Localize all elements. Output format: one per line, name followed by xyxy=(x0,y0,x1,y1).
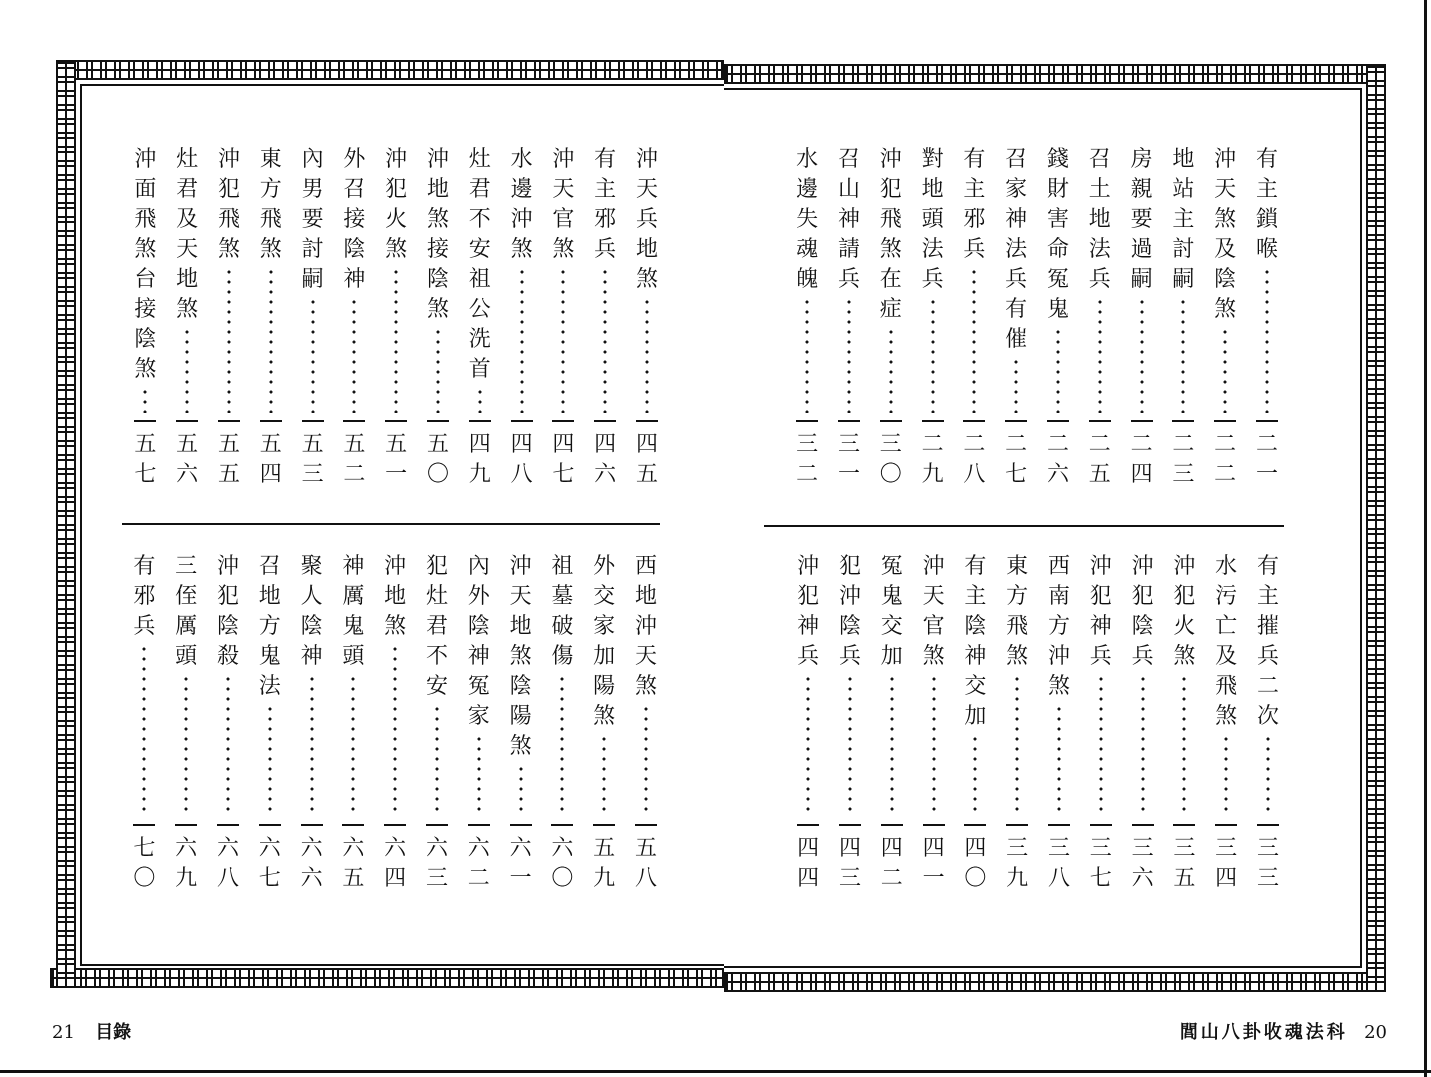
toc-page-dash xyxy=(1215,824,1237,826)
toc-entry xyxy=(125,145,165,487)
toc-page-number: 六 二 xyxy=(467,836,490,891)
toc-leader-dots xyxy=(310,674,314,814)
toc-entry-title: 沖 天 地 煞 陰 陽 煞 xyxy=(509,554,532,759)
toc-page-dash xyxy=(1214,420,1236,422)
toc-page-number: 五 八 xyxy=(634,836,657,891)
toc-leader-dots xyxy=(520,267,524,413)
left-border-top xyxy=(56,60,724,80)
toc-page-dash xyxy=(1132,824,1154,826)
toc-leader-dots xyxy=(1223,327,1227,413)
toc-page-number: 二 七 xyxy=(1005,432,1028,487)
toc-entry-title: 有 主 鎖 喉 xyxy=(1255,147,1278,262)
toc-leader-dots xyxy=(560,674,564,814)
toc-entry xyxy=(250,552,290,891)
toc-page-number: 七 〇 xyxy=(133,836,156,891)
toc-entry xyxy=(293,145,333,487)
toc-page-dash xyxy=(259,824,281,826)
toc-entry xyxy=(871,145,911,487)
toc-entry xyxy=(787,145,827,487)
toc-leader-dots xyxy=(269,267,273,413)
scan-edge-right xyxy=(1424,0,1427,1077)
toc-entry xyxy=(209,145,249,487)
toc-page-dash xyxy=(1090,824,1112,826)
toc-leader-dots xyxy=(227,267,231,413)
toc-leader-dots xyxy=(889,327,893,413)
toc-page-number: 六 〇 xyxy=(551,836,574,891)
toc-leader-dots xyxy=(478,387,482,413)
toc-page-dash xyxy=(1131,420,1153,422)
toc-page-dash xyxy=(175,824,197,826)
toc-page-dash xyxy=(133,824,155,826)
toc-entry xyxy=(1247,145,1287,487)
toc-page-dash xyxy=(881,824,903,826)
toc-entry-title: 沖 犯 火 煞 xyxy=(1173,554,1196,669)
toc-entry-title: 祖 墓 破 傷 xyxy=(551,554,574,669)
toc-page-number: 五 九 xyxy=(593,836,616,891)
right-divider xyxy=(764,525,1284,527)
toc-entry xyxy=(418,145,458,487)
left-inner-left xyxy=(80,84,82,964)
toc-page-number: 六 四 xyxy=(384,836,407,891)
toc-entry-title: 有 主 陰 神 交 加 xyxy=(964,554,987,729)
toc-page-number: 六 六 xyxy=(300,836,323,891)
toc-entry xyxy=(1039,552,1079,891)
toc-entry xyxy=(955,552,995,891)
toc-entry-title: 沖 犯 神 兵 xyxy=(1089,554,1112,669)
toc-entry xyxy=(997,552,1037,891)
toc-page-dash xyxy=(551,824,573,826)
toc-leader-dots xyxy=(142,644,146,814)
toc-entry xyxy=(251,145,291,487)
toc-entry xyxy=(1248,552,1288,891)
toc-page-number: 二 二 xyxy=(1214,432,1237,487)
toc-entry-title: 犯 灶 君 不 安 xyxy=(425,554,448,699)
toc-leader-dots xyxy=(561,267,565,413)
toc-page-number: 五 四 xyxy=(259,432,282,487)
toc-entry-title: 沖 天 官 煞 xyxy=(552,147,575,262)
toc-leader-dots xyxy=(311,297,315,413)
toc-page-dash xyxy=(1256,420,1278,422)
toc-page-dash xyxy=(260,420,282,422)
toc-leader-dots xyxy=(1141,674,1145,814)
toc-leader-dots xyxy=(848,674,852,814)
toc-entry-title: 錢 財 害 命 冤 鬼 xyxy=(1046,147,1069,322)
left-running-title: 目錄 xyxy=(95,1022,132,1043)
toc-entry xyxy=(208,552,248,891)
right-page-number: 20 xyxy=(1364,1022,1387,1043)
toc-entry-title: 召 土 地 法 兵 xyxy=(1088,147,1111,292)
toc-entry xyxy=(914,552,954,891)
toc-page-dash xyxy=(1047,420,1069,422)
toc-entry xyxy=(502,145,542,487)
toc-entry-title: 三 侄 厲 頭 xyxy=(175,554,198,669)
toc-page-dash xyxy=(797,824,819,826)
toc-entry-title: 內 外 陰 神 冤 家 xyxy=(467,554,490,729)
toc-entry xyxy=(459,552,499,891)
toc-entry-title: 召 家 神 法 兵 有 催 xyxy=(1005,147,1028,352)
toc-leader-dots xyxy=(645,297,649,413)
toc-entry xyxy=(913,145,953,487)
toc-page-number: 四 八 xyxy=(510,432,533,487)
toc-page-number: 四 三 xyxy=(838,836,861,891)
toc-page-number: 五 六 xyxy=(176,432,199,487)
toc-page-dash xyxy=(301,824,323,826)
toc-entry xyxy=(626,552,666,891)
toc-page-number: 二 一 xyxy=(1255,432,1278,487)
toc-page-number: 三 七 xyxy=(1089,836,1112,891)
toc-leader-dots xyxy=(352,297,356,413)
left-border-bottom xyxy=(50,968,724,988)
toc-entry-title: 灶 君 不 安 祖 公 洗 首 xyxy=(468,147,491,382)
toc-entry xyxy=(1205,145,1245,487)
toc-entry xyxy=(501,552,541,891)
toc-entry-title: 沖 天 官 煞 xyxy=(922,554,945,669)
toc-leader-dots xyxy=(436,327,440,413)
toc-page-dash xyxy=(176,420,198,422)
toc-page-number: 四 一 xyxy=(922,836,945,891)
toc-entry-title: 對 地 頭 法 兵 xyxy=(921,147,944,292)
toc-leader-dots xyxy=(519,764,523,814)
toc-page-dash xyxy=(134,420,156,422)
toc-page-dash xyxy=(1005,420,1027,422)
toc-page-dash xyxy=(796,420,818,422)
toc-page-dash xyxy=(302,420,324,422)
toc-page-dash xyxy=(1172,420,1194,422)
toc-entry xyxy=(1081,552,1121,891)
toc-page-number: 五 〇 xyxy=(426,432,449,487)
toc-entry-title: 有 邪 兵 xyxy=(133,554,156,639)
toc-entry xyxy=(542,552,582,891)
toc-entry-title: 沖 犯 陰 兵 xyxy=(1131,554,1154,669)
toc-entry xyxy=(460,145,500,487)
toc-entry-title: 召 地 方 鬼 法 xyxy=(258,554,281,699)
toc-leader-dots xyxy=(603,267,607,413)
toc-leader-dots xyxy=(1015,674,1019,814)
toc-entry-title: 水 邊 失 魂 魄 xyxy=(796,147,819,292)
toc-page-dash xyxy=(343,420,365,422)
toc-page-dash xyxy=(839,824,861,826)
toc-page-number: 三 四 xyxy=(1215,836,1238,891)
toc-entry xyxy=(954,145,994,487)
toc-entry xyxy=(996,145,1036,487)
toc-page-dash xyxy=(552,420,574,422)
toc-entry xyxy=(1122,145,1162,487)
toc-page-number: 三 三 xyxy=(1256,836,1279,891)
right-border-right xyxy=(1366,64,1386,992)
toc-entry xyxy=(830,552,870,891)
toc-entry-title: 聚 人 陰 神 xyxy=(300,554,323,669)
toc-entry-title: 沖 犯 神 兵 xyxy=(797,554,820,669)
toc-leader-dots xyxy=(393,644,397,814)
toc-entry xyxy=(627,145,667,487)
toc-page-dash xyxy=(635,824,657,826)
toc-page-number: 五 五 xyxy=(217,432,240,487)
toc-page-dash xyxy=(1089,420,1111,422)
toc-leader-dots xyxy=(602,734,606,814)
toc-page-dash xyxy=(1173,824,1195,826)
toc-entry xyxy=(124,552,164,891)
toc-leader-dots xyxy=(185,327,189,413)
toc-entry-title: 沖 地 煞 接 陰 煞 xyxy=(426,147,449,322)
toc-page-dash xyxy=(1006,824,1028,826)
toc-entry xyxy=(788,552,828,891)
toc-leader-dots xyxy=(1056,327,1060,413)
toc-entry-title: 外 召 接 陰 神 xyxy=(343,147,366,292)
toc-page-number: 五 三 xyxy=(301,432,324,487)
left-divider xyxy=(122,523,660,525)
toc-page-dash xyxy=(593,824,615,826)
toc-leader-dots xyxy=(1266,734,1270,814)
right-border-bottom xyxy=(724,972,1386,992)
toc-entry xyxy=(1206,552,1246,891)
toc-page-number: 六 五 xyxy=(342,836,365,891)
toc-leader-dots xyxy=(1140,297,1144,413)
toc-page-dash xyxy=(1257,824,1279,826)
toc-leader-dots xyxy=(435,704,439,814)
toc-leader-dots xyxy=(847,297,851,413)
toc-page-number: 六 一 xyxy=(509,836,532,891)
toc-page-number: 六 八 xyxy=(216,836,239,891)
toc-entry-title: 召 山 神 請 兵 xyxy=(837,147,860,292)
toc-page-number: 二 八 xyxy=(963,432,986,487)
toc-entry xyxy=(167,145,207,487)
right-inner-right xyxy=(1360,88,1362,968)
toc-page-dash xyxy=(468,824,490,826)
right-inner-bottom xyxy=(724,966,1362,968)
toc-leader-dots xyxy=(805,297,809,413)
toc-page-number: 四 四 xyxy=(797,836,820,891)
toc-entry xyxy=(417,552,457,891)
toc-entry xyxy=(585,145,625,487)
toc-entry-title: 地 站 主 討 嗣 xyxy=(1172,147,1195,292)
toc-entry-title: 沖 天 煞 及 陰 煞 xyxy=(1214,147,1237,322)
toc-page-dash xyxy=(217,824,239,826)
toc-page-number: 二 六 xyxy=(1046,432,1069,487)
toc-entry-title: 沖 天 兵 地 煞 xyxy=(635,147,658,292)
toc-leader-dots xyxy=(1224,734,1228,814)
toc-entry xyxy=(333,552,373,891)
toc-entry-title: 灶 君 及 天 地 煞 xyxy=(176,147,199,322)
toc-entry xyxy=(1080,145,1120,487)
toc-leader-dots xyxy=(973,734,977,814)
toc-leader-dots xyxy=(1014,357,1018,413)
toc-entry-title: 沖 犯 飛 煞 在 症 xyxy=(879,147,902,322)
toc-page-dash xyxy=(922,420,944,422)
toc-entry xyxy=(1164,552,1204,891)
toc-leader-dots xyxy=(184,674,188,814)
toc-entry xyxy=(166,552,206,891)
toc-entry-title: 沖 犯 飛 煞 xyxy=(217,147,240,262)
toc-entry xyxy=(1038,145,1078,487)
toc-page-dash xyxy=(469,420,491,422)
toc-page-dash xyxy=(923,824,945,826)
scan-edge-bottom xyxy=(0,1070,1431,1073)
toc-leader-dots xyxy=(890,674,894,814)
toc-leader-dots xyxy=(1057,704,1061,814)
toc-entry-title: 沖 犯 陰 殺 xyxy=(216,554,239,669)
toc-entry-title: 有 主 邪 兵 xyxy=(963,147,986,262)
toc-page-dash xyxy=(511,420,533,422)
toc-leader-dots xyxy=(477,734,481,814)
toc-entry-title: 有 主 摧 兵 二 次 xyxy=(1256,554,1279,729)
right-footer xyxy=(1180,1018,1387,1044)
toc-page-dash xyxy=(426,824,448,826)
toc-leader-dots xyxy=(806,674,810,814)
toc-leader-dots xyxy=(644,704,648,814)
toc-leader-dots xyxy=(972,267,976,413)
toc-entry xyxy=(1163,145,1203,487)
toc-leader-dots xyxy=(1182,674,1186,814)
toc-page-number: 三 九 xyxy=(1006,836,1029,891)
toc-entry-title: 西 地 沖 天 煞 xyxy=(634,554,657,699)
toc-page-number: 四 五 xyxy=(635,432,658,487)
toc-page-number: 五 二 xyxy=(343,432,366,487)
left-border-left xyxy=(56,60,76,988)
toc-entry-title: 神 厲 鬼 頭 xyxy=(342,554,365,669)
left-footer xyxy=(52,1018,131,1044)
toc-page-number: 三 五 xyxy=(1173,836,1196,891)
toc-entry xyxy=(1123,552,1163,891)
toc-entry xyxy=(872,552,912,891)
toc-page-dash xyxy=(838,420,860,422)
toc-page-number: 三 六 xyxy=(1131,836,1154,891)
toc-page-number: 四 七 xyxy=(552,432,575,487)
right-running-title: 閭山八卦收魂法科 xyxy=(1179,1022,1348,1043)
toc-entry-title: 東 方 飛 煞 xyxy=(259,147,282,262)
toc-page-dash xyxy=(963,420,985,422)
toc-page-dash xyxy=(594,420,616,422)
toc-page-number: 六 九 xyxy=(175,836,198,891)
toc-page-number: 四 九 xyxy=(468,432,491,487)
toc-leader-dots xyxy=(394,267,398,413)
toc-entry xyxy=(543,145,583,487)
toc-page-number: 二 三 xyxy=(1172,432,1195,487)
toc-leader-dots xyxy=(1265,267,1269,413)
toc-leader-dots xyxy=(1181,297,1185,413)
right-border-top xyxy=(724,64,1386,84)
left-inner-bottom xyxy=(80,964,724,966)
toc-entry-title: 東 方 飛 煞 xyxy=(1006,554,1029,669)
toc-leader-dots xyxy=(351,674,355,814)
toc-entry-title: 內 男 要 討 嗣 xyxy=(301,147,324,292)
toc-leader-dots xyxy=(1098,297,1102,413)
toc-page-number: 三 八 xyxy=(1047,836,1070,891)
toc-entry-title: 犯 沖 陰 兵 xyxy=(838,554,861,669)
toc-page-number: 四 〇 xyxy=(964,836,987,891)
toc-page-number: 三 〇 xyxy=(879,432,902,487)
toc-page-dash xyxy=(964,824,986,826)
toc-page-number: 二 九 xyxy=(921,432,944,487)
toc-page-dash xyxy=(342,824,364,826)
toc-leader-dots xyxy=(268,704,272,814)
toc-page-dash xyxy=(1048,824,1070,826)
toc-entry xyxy=(334,145,374,487)
toc-page-dash xyxy=(385,420,407,422)
toc-entry-title: 外 交 家 加 陽 煞 xyxy=(593,554,616,729)
toc-entry xyxy=(829,145,869,487)
toc-leader-dots xyxy=(226,674,230,814)
toc-page-number: 二 四 xyxy=(1130,432,1153,487)
toc-page-number: 四 二 xyxy=(880,836,903,891)
toc-page-number: 五 七 xyxy=(134,432,157,487)
toc-entry xyxy=(376,145,416,487)
toc-page-dash xyxy=(636,420,658,422)
toc-entry xyxy=(292,552,332,891)
toc-entry xyxy=(375,552,415,891)
toc-page-dash xyxy=(218,420,240,422)
toc-page-number: 二 五 xyxy=(1088,432,1111,487)
toc-page-dash xyxy=(384,824,406,826)
toc-entry-title: 西 南 方 沖 煞 xyxy=(1047,554,1070,699)
toc-entry-title: 有 主 邪 兵 xyxy=(594,147,617,262)
toc-leader-dots xyxy=(1099,674,1103,814)
toc-entry-title: 冤 鬼 交 加 xyxy=(880,554,903,669)
toc-page-number: 四 六 xyxy=(594,432,617,487)
toc-entry-title: 水 邊 沖 煞 xyxy=(510,147,533,262)
toc-entry-title: 水 污 亡 及 飛 煞 xyxy=(1215,554,1238,729)
toc-entry-title: 沖 面 飛 煞 台 接 陰 煞 xyxy=(134,147,157,382)
toc-page-number: 五 一 xyxy=(385,432,408,487)
toc-page-number: 六 七 xyxy=(258,836,281,891)
toc-entry-title: 沖 犯 火 煞 xyxy=(385,147,408,262)
right-inner-top xyxy=(724,88,1362,90)
toc-leader-dots xyxy=(932,674,936,814)
toc-page-number: 六 三 xyxy=(425,836,448,891)
toc-page-number: 三 二 xyxy=(796,432,819,487)
toc-page-dash xyxy=(510,824,532,826)
toc-page-dash xyxy=(880,420,902,422)
toc-leader-dots xyxy=(143,387,147,413)
toc-entry xyxy=(584,552,624,891)
toc-entry-title: 沖 地 煞 xyxy=(384,554,407,639)
left-inner-top xyxy=(80,84,724,86)
toc-page-number: 三 一 xyxy=(837,432,860,487)
toc-entry-title: 房 親 要 過 嗣 xyxy=(1130,147,1153,292)
toc-leader-dots xyxy=(931,297,935,413)
toc-page-dash xyxy=(427,420,449,422)
left-page-number: 21 xyxy=(52,1022,75,1043)
